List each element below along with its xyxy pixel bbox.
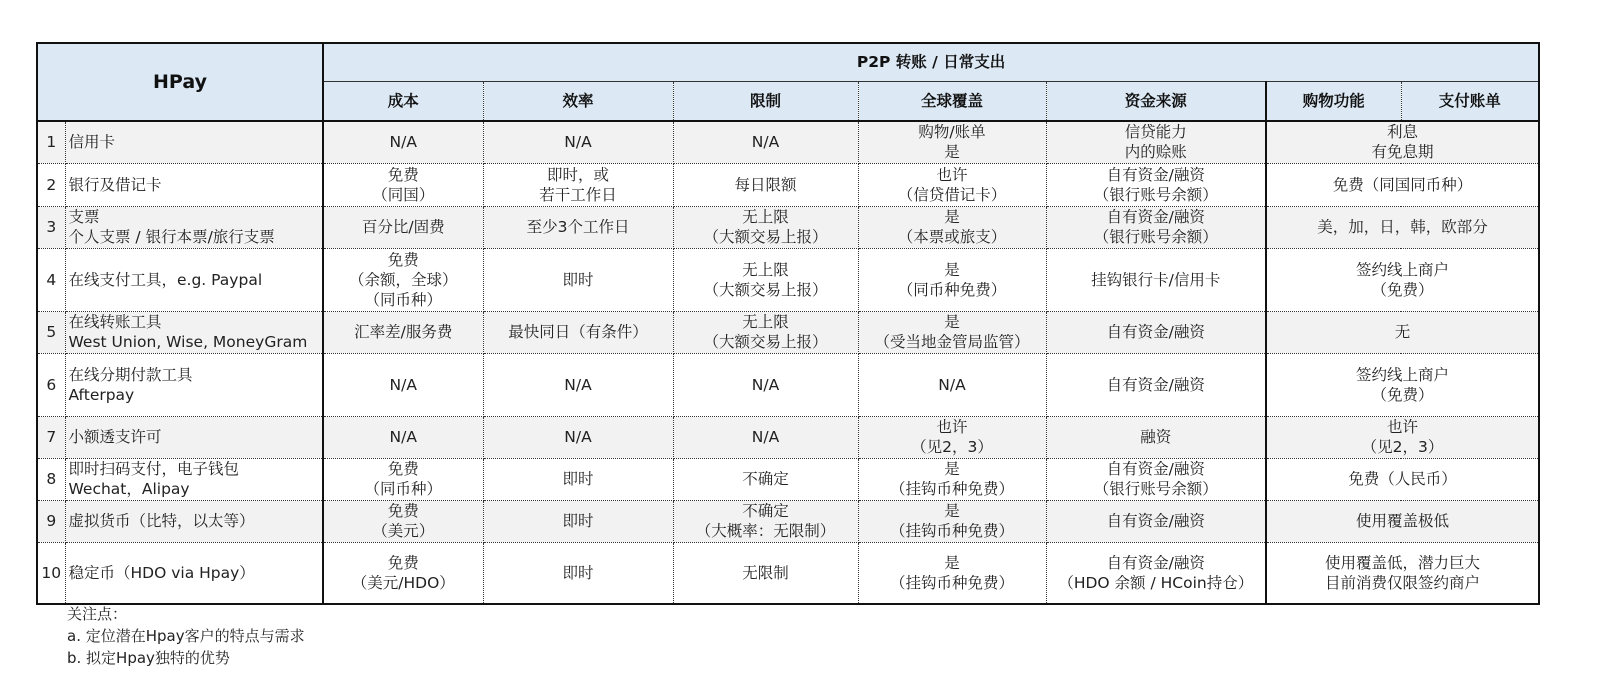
cell-text: 不确定 (742, 470, 789, 488)
cell-text: 百分比/固费 (361, 218, 445, 236)
cell-text: 使用覆盖极低 (1356, 512, 1450, 530)
cell-text: （美元） (372, 522, 435, 540)
cell-text: 免费 (387, 165, 419, 184)
column-header-bill-pay: 支付账单 (1401, 81, 1539, 121)
shopping-bill-cell (1266, 458, 1539, 500)
cell-text: 美，加，日，韩，欧部分 (1317, 218, 1488, 236)
coverage-cell (858, 248, 1046, 311)
cell-text: N/A (751, 375, 780, 394)
row-number: 6 (37, 353, 65, 416)
cell-text: 最快同日（有条件） (508, 323, 648, 341)
shopping-bill-cell (1266, 416, 1539, 458)
limit-cell (673, 542, 858, 604)
cell-text: 免费（同国同币种） (1332, 175, 1473, 194)
coverage-cell (858, 121, 1046, 163)
cell-text: 信用卡 (68, 133, 116, 152)
cell-text: （见2，3） (911, 438, 993, 456)
cell-text: 即时扫码支付，电子钱包 (68, 460, 240, 478)
cell-text: 即时 (562, 470, 594, 488)
table-row (37, 458, 1539, 500)
cell-text: （银行账号余额） (1093, 228, 1218, 246)
cell-text: 不确定 (742, 502, 789, 520)
cost-cell (323, 248, 483, 311)
efficiency-cell (483, 353, 673, 416)
cell-text: 内的赊账 (1124, 143, 1187, 162)
row-number: 9 (37, 500, 65, 542)
column-header-coverage: 全球覆盖 (858, 81, 1046, 121)
cell-text: 自有资金/融资 (1106, 323, 1205, 341)
cell-text: 在线支付工具，e.g. Paypal (68, 270, 263, 289)
cost-cell (323, 416, 483, 458)
limit-cell (673, 311, 858, 353)
column-header-limit: 限制 (673, 81, 858, 121)
cell-text: 银行及借记卡 (68, 175, 162, 194)
table-row (37, 206, 1539, 248)
efficiency-cell (483, 311, 673, 353)
cost-cell (323, 542, 483, 604)
cell-text: 信贷能力 (1124, 123, 1187, 142)
cell-text: 利息 (1387, 123, 1419, 142)
cell-text: 自有资金/融资 (1106, 460, 1205, 478)
cell-text: 在线分期付款工具 (68, 365, 193, 384)
cell-text: （银行账号余额） (1093, 480, 1218, 498)
payment-method-name (65, 311, 323, 353)
cell-text: 融资 (1140, 428, 1172, 446)
cell-text: 是 (944, 208, 960, 226)
cell-text: 也许 (1387, 418, 1419, 436)
cell-text: 免费 (387, 250, 419, 269)
table-row (37, 311, 1539, 353)
payment-method-name (65, 458, 323, 500)
cell-text: 无上限 (742, 313, 789, 331)
source-cell (1046, 542, 1266, 604)
source-cell (1046, 416, 1266, 458)
cell-text: （免费） (1371, 385, 1434, 404)
cell-text: 有免息期 (1371, 143, 1434, 162)
cost-cell (323, 163, 483, 206)
cell-text: 汇率差/服务费 (354, 323, 453, 341)
limit-cell (673, 353, 858, 416)
source-cell (1046, 458, 1266, 500)
cell-text: 是 (944, 460, 960, 478)
cell-text: 无限制 (742, 563, 789, 582)
cell-text: 也许 (936, 165, 968, 184)
cell-text: 目前消费仅限签约商户 (1325, 573, 1481, 592)
payment-method-name (65, 353, 323, 416)
limit-cell (673, 206, 858, 248)
shopping-bill-cell (1266, 121, 1539, 163)
cost-cell (323, 353, 483, 416)
table-row (37, 542, 1539, 604)
cell-text: （受当地金管局监管） (874, 333, 1030, 351)
cell-text: （大额交易上报） (703, 280, 828, 299)
table-body (37, 121, 1539, 604)
shopping-bill-cell (1266, 248, 1539, 311)
limit-cell (673, 500, 858, 542)
cell-text: 个人支票 / 银行本票/旅行支票 (68, 228, 275, 246)
cell-text: N/A (389, 375, 417, 394)
cell-text: Wechat，Alipay (68, 480, 190, 498)
cell-text: （挂钩币种免费） (890, 480, 1015, 498)
cell-text: 自有资金/融资 (1106, 512, 1205, 530)
cell-text: 也许 (936, 418, 968, 436)
coverage-cell (858, 500, 1046, 542)
source-cell (1046, 248, 1266, 311)
row-number: 1 (37, 121, 65, 163)
column-header-cost: 成本 (323, 81, 483, 121)
efficiency-cell (483, 500, 673, 542)
limit-cell (673, 121, 858, 163)
payment-method-name (65, 248, 323, 311)
cell-text: N/A (389, 428, 417, 446)
row-number: 10 (37, 542, 65, 604)
cell-text: （本票或旅支） (897, 228, 1007, 246)
cell-text: N/A (564, 133, 592, 152)
efficiency-cell (483, 458, 673, 500)
cell-text: N/A (564, 375, 592, 394)
cell-text: 自有资金/融资 (1106, 375, 1205, 394)
shopping-bill-cell (1266, 353, 1539, 416)
cell-text: N/A (751, 133, 780, 152)
cell-text: （见2，3） (1361, 438, 1444, 456)
cell-text: 至少3个工作日 (526, 218, 630, 236)
limit-cell (673, 163, 858, 206)
payment-method-name (65, 121, 323, 163)
cell-text: 自有资金/融资 (1106, 165, 1205, 184)
cell-text: 是 (944, 143, 960, 162)
cell-text: N/A (564, 428, 592, 446)
cell-text: （HDO 余额 / HCoin持仓） (1058, 573, 1254, 592)
cell-text: 小额透支许可 (68, 428, 162, 446)
limit-cell (673, 248, 858, 311)
table-row (37, 248, 1539, 311)
cell-text: 使用覆盖低，潜力巨大 (1325, 553, 1481, 572)
notes-item: b. 拟定Hpay独特的优势 (67, 649, 230, 667)
coverage-cell (858, 311, 1046, 353)
payment-method-name (65, 206, 323, 248)
cell-text: 是 (944, 502, 960, 520)
shopping-bill-cell (1266, 311, 1539, 353)
payment-method-name (65, 542, 323, 604)
row-number: 5 (37, 311, 65, 353)
cell-text: （免费） (1371, 280, 1434, 299)
cell-text: 购物/账单 (918, 123, 986, 142)
coverage-cell (858, 458, 1046, 500)
cell-text: （同币种免费） (897, 280, 1007, 299)
cost-cell (323, 206, 483, 248)
efficiency-cell (483, 416, 673, 458)
cost-cell (323, 121, 483, 163)
cost-cell (323, 311, 483, 353)
cell-text: N/A (389, 133, 417, 152)
row-number: 7 (37, 416, 65, 458)
coverage-cell (858, 416, 1046, 458)
cell-text: 免费 (387, 460, 419, 478)
cell-text: （挂钩币种免费） (890, 522, 1015, 540)
cell-text: （美元/HDO） (351, 573, 455, 592)
column-header-efficiency: 效率 (483, 81, 673, 121)
cell-text: （大额交易上报） (703, 228, 828, 246)
source-cell (1046, 206, 1266, 248)
cell-text: 免费 (387, 502, 419, 520)
row-number: 2 (37, 163, 65, 206)
cell-text: 自有资金/融资 (1106, 553, 1205, 572)
column-header-source: 资金来源 (1046, 81, 1266, 121)
cell-text: 免费 (387, 553, 419, 572)
cell-text: 无上限 (742, 260, 789, 279)
cell-text: 虚拟货币（比特，以太等） (68, 512, 255, 530)
notes (67, 603, 305, 669)
cell-text: （挂钩币种免费） (890, 573, 1015, 592)
cell-text: N/A (751, 428, 780, 446)
payment-method-name (65, 500, 323, 542)
cell-text: 签约线上商户 (1356, 365, 1450, 384)
cell-text: （大额交易上报） (703, 333, 828, 351)
cell-text: N/A (938, 375, 966, 394)
source-cell (1046, 500, 1266, 542)
source-cell (1046, 163, 1266, 206)
cell-text: 即时 (562, 270, 594, 289)
cell-text: 是 (944, 260, 960, 279)
cell-text: 无 (1394, 323, 1411, 341)
comparison-table (36, 42, 1540, 605)
payment-method-name (65, 163, 323, 206)
limit-cell (673, 458, 858, 500)
cell-text: 免费（人民币） (1348, 470, 1457, 488)
coverage-cell (858, 206, 1046, 248)
efficiency-cell (483, 121, 673, 163)
cell-text: 每日限额 (734, 175, 797, 194)
brand-header: HPay (37, 43, 323, 121)
cost-cell (323, 500, 483, 542)
table-row (37, 353, 1539, 416)
efficiency-cell (483, 163, 673, 206)
payment-method-name (65, 416, 323, 458)
cell-text: （银行账号余额） (1093, 185, 1218, 204)
table-row (37, 121, 1539, 163)
cell-text: 无上限 (742, 208, 789, 226)
row-number: 4 (37, 248, 65, 311)
column-header-shopping: 购物功能 (1266, 81, 1401, 121)
cost-cell (323, 458, 483, 500)
cell-text: 挂钩银行卡/信用卡 (1091, 270, 1221, 289)
shopping-bill-cell (1266, 163, 1539, 206)
cell-text: 在线转账工具 (68, 313, 162, 331)
table-row (37, 416, 1539, 458)
cell-text: （大概率：无限制） (695, 522, 836, 540)
efficiency-cell (483, 206, 673, 248)
source-cell (1046, 311, 1266, 353)
row-number: 3 (37, 206, 65, 248)
cell-text: 即时 (562, 563, 594, 582)
source-cell (1046, 353, 1266, 416)
cell-text: 签约线上商户 (1356, 260, 1450, 279)
cell-text: 是 (944, 313, 960, 331)
cell-text: （同币种） (364, 290, 443, 309)
notes-title: 关注点： (67, 605, 128, 623)
group-header: P2P 转账 / 日常支出 (323, 43, 1539, 81)
coverage-cell (858, 542, 1046, 604)
cell-text: 稳定币（HDO via Hpay） (68, 563, 255, 582)
cell-text: （信贷借记卡） (897, 185, 1007, 204)
cell-text: 即时 (562, 512, 594, 530)
cell-text: 若干工作日 (539, 185, 617, 204)
cell-text: 支票 (68, 208, 100, 226)
source-cell (1046, 121, 1266, 163)
row-number: 8 (37, 458, 65, 500)
efficiency-cell (483, 248, 673, 311)
cell-text: Afterpay (68, 385, 135, 404)
shopping-bill-cell (1266, 206, 1539, 248)
notes-item: a. 定位潜在Hpay客户的特点与需求 (67, 627, 305, 645)
efficiency-cell (483, 542, 673, 604)
shopping-bill-cell (1266, 542, 1539, 604)
cell-text: 即时，或 (547, 165, 610, 184)
table-row (37, 500, 1539, 542)
limit-cell (673, 416, 858, 458)
coverage-cell (858, 353, 1046, 416)
shopping-bill-cell (1266, 500, 1539, 542)
cell-text: 自有资金/融资 (1106, 208, 1205, 226)
cell-text: （同国） (372, 185, 435, 204)
coverage-cell (858, 163, 1046, 206)
cell-text: （同币种） (364, 480, 443, 498)
cell-text: West Union, Wise, MoneyGram (68, 333, 308, 351)
cell-text: （余额，全球） (349, 270, 458, 289)
cell-text: 是 (944, 553, 960, 572)
table-row (37, 163, 1539, 206)
